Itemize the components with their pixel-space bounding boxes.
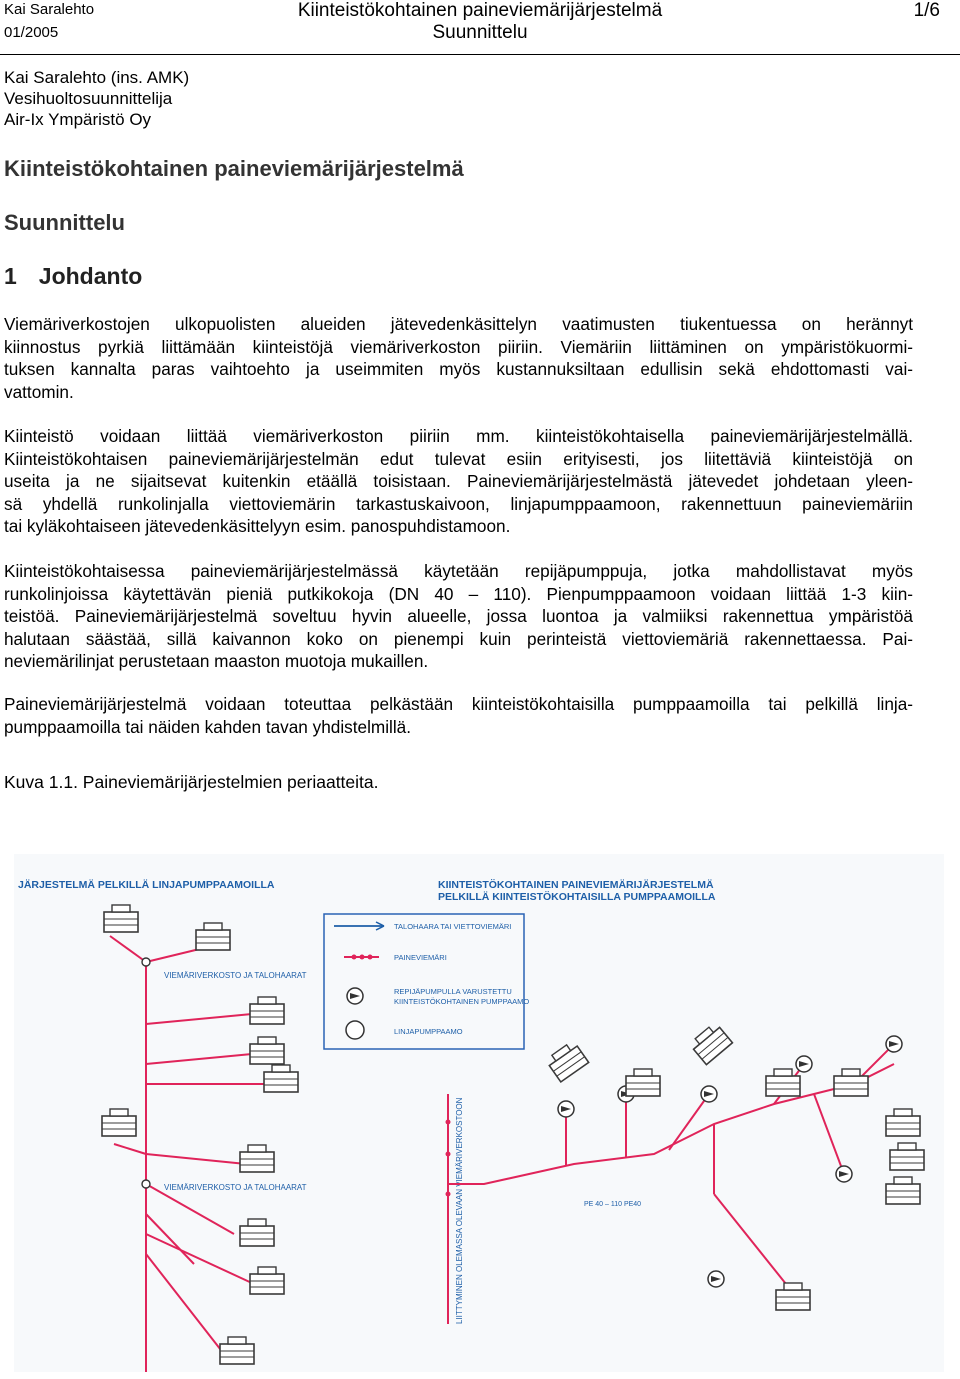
text-line: pumppaamoilla tai näiden kahden tavan yhdistelmillä.: [4, 716, 412, 737]
text-line: sä yhdellä runkolinjalla viettoviemärin tarkastuskaivoon, linjapumppaamoon, rakennettuun paineviemäriin: [4, 493, 913, 514]
right-title-1: KIINTEISTÖKOHTAINEN PAINEVIEMÄRIJÄRJESTELMÄ: [438, 879, 714, 891]
document-subtitle: Suunnittelu: [4, 210, 125, 235]
author-name: Kai Saralehto (ins. AMK): [4, 68, 190, 87]
left-title: JÄRJESTELMÄ PELKILLÄ LINJAPUMPPAAMOILLA: [18, 879, 275, 891]
text-line: teistöä. Paineviemärijärjestelmä soveltuu hyvin alueelle, jossa luontoa ja valmiiksi rakennettua ympäristöä: [4, 606, 913, 626]
paragraph-2: [4, 425, 913, 538]
paragraph-1: [4, 313, 913, 403]
small-pipe-label: PE 40 – 110 PE40: [584, 1201, 642, 1208]
legend-item-3a: REPIJÄPUMPULLA VARUSTETTU: [394, 987, 512, 996]
text-line: Kiinteistökohtaisessa paineviemärijärjestelmässä käytetään repijäpumppuja, jotka mahdollistavat myös: [4, 561, 913, 581]
text-line: Viemäriverkostojen ulkopuolisten alueiden jätevedenkäsittelyn vaatimusten tiukentuessa on herännyt: [4, 314, 913, 334]
header-author: Kai Saralehto: [4, 1, 95, 18]
text-line: tuksen kannalta paras vaihtoehto ja useimmiten myös kustannuksiltaan edullisin sekä ehdottomasti vai-: [4, 359, 913, 379]
text-line: halutaan säästää, sillä kaivannon koko on pienempi kuin perinteistä viettoviemäriä rakennettaessa. Pai-: [4, 628, 913, 649]
legend-item-3b: KIINTEISTÖKOHTAINEN PUMPPAAMO: [394, 997, 530, 1006]
section-number: 1: [4, 263, 17, 289]
right-title-2: PELKILLÄ KIINTEISTÖKOHTAISILLA PUMPPAAMOILLA: [438, 891, 716, 903]
header-date: 01/2005: [4, 24, 59, 41]
text-line: neviemärilinjat perustetaan maaston muotoja mukaillen.: [4, 651, 429, 671]
text-line: Kiinteistökohtaisen paineviemärijärjestelmän edut tulevat esiin erityisesti, jos liitettäviä kiinteistöjä on: [4, 448, 913, 469]
vertical-label: LIITTYMINEN OLEMASSA OLEVAAN VIEMÄRIVERKOSTOON: [455, 1097, 464, 1324]
text-line: runkolinjoissa käytettävän pieniä putkikokoja (DN 40 – 110). Pienpumppaamoon voidaan liittää 1-3 kiin-: [4, 583, 913, 604]
header-rule: [0, 54, 960, 55]
right-buildings: [545, 1022, 924, 1310]
text-line: kiinnostus pyrkiä liittämään kiinteistöjä viemäriverkoston piiriin. Viemäriin liittäminen on ympäristökuormi-: [4, 336, 913, 357]
paragraph-4: [4, 693, 913, 738]
legend-item-1: TALOHAARA TAI VIETTOVIEMÄRI: [394, 922, 512, 931]
text-line: vattomin.: [4, 381, 74, 402]
header-title: Kiinteistökohtainen paineviemärijärjestelmä: [297, 0, 663, 21]
header-subtitle: Suunnittelu: [432, 22, 528, 43]
text-line: Kiinteistö voidaan liittää viemäriverkoston piiriin mm. kiinteistökohtaisella paineviemärijärjestelmällä.: [4, 426, 913, 446]
text-line: tai kyläkohtaiseen jätevedenkäsittelyyn esim. panospuhdistamoon.: [4, 516, 511, 536]
section-heading: [4, 263, 142, 290]
text-line: useita ja ne sijaitsevat kuitenkin etäällä toisistaan. Paineviemärijärjestelmästä jätevedet johdetaan yleen-: [4, 471, 913, 491]
author-block: [4, 67, 189, 130]
right-pipe-network: [448, 1044, 894, 1294]
paragraph-3: [4, 560, 913, 673]
figure-caption: Kuva 1.1. Paineviemärijärjestelmien periaatteita.: [4, 772, 379, 792]
header-page-number: 1/6: [913, 0, 940, 21]
label-upper: VIEMÄRIVERKOSTO JA TALOHAARAT: [164, 971, 307, 980]
author-company: Air-Ix Ympäristö Oy: [4, 110, 152, 129]
legend-item-4: LINJAPUMPPAAMO: [394, 1027, 463, 1036]
legend-item-2: PAINEVIEMÄRI: [394, 953, 447, 962]
author-role: Vesihuoltosuunnittelija: [4, 89, 173, 108]
schematic-svg: [14, 854, 944, 1372]
figure-diagram: [14, 854, 944, 1372]
section-title: Johdanto: [38, 263, 143, 289]
document-title: Kiinteistökohtainen paineviemärijärjestelmä: [4, 156, 464, 181]
label-lower: VIEMÄRIVERKOSTO JA TALOHAARAT: [164, 1183, 307, 1192]
text-line: Paineviemärijärjestelmä voidaan toteuttaa pelkästään kiinteistökohtaisilla pumppaamoilla tai pelkillä linja-: [4, 694, 913, 714]
